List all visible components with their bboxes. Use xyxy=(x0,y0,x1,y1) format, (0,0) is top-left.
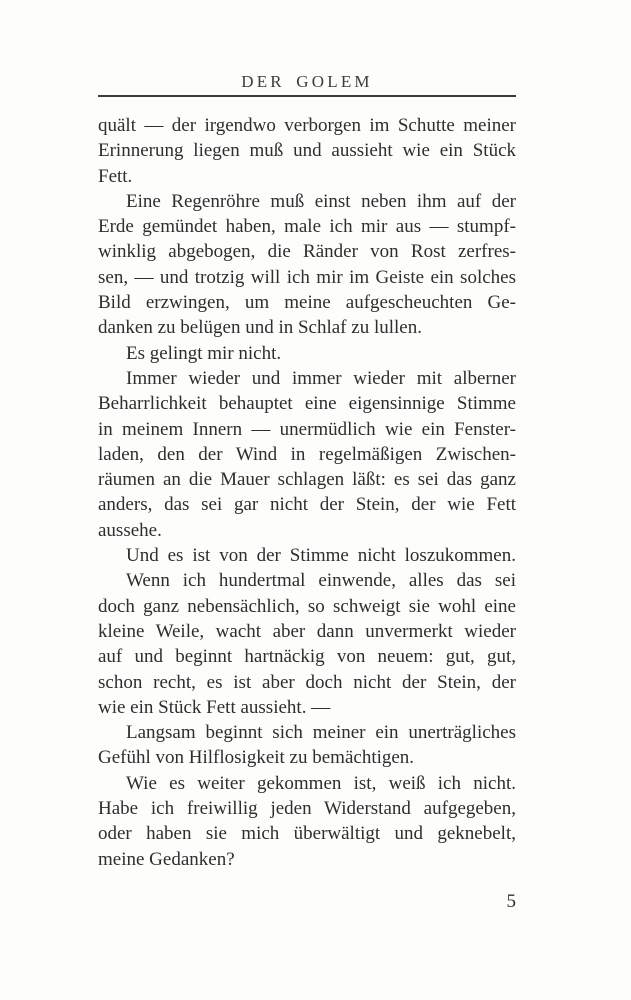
text-line: auf und beginnt hartnäckig von neuem: gut, gut, xyxy=(98,646,516,668)
text-line: Wie es weiter gekommen ist, weiß ich nicht. xyxy=(126,772,516,794)
text-line: aussehe. xyxy=(98,519,162,541)
text-line: schon recht, es ist aber doch nicht der Stein, der xyxy=(98,671,516,693)
text-line: Langsam beginnt sich meiner ein unerträgliches xyxy=(126,722,516,744)
text-line: räumen an die Mauer schlagen läßt: es sei das ganz xyxy=(98,469,516,491)
text-line: Habe ich freiwillig jeden Widerstand aufgegeben, xyxy=(98,798,516,820)
text-line: Immer wieder und immer wieder mit alberner xyxy=(126,367,516,389)
text-line: Erinnerung liegen muß und aussieht wie ein Stück xyxy=(98,140,516,162)
text-line: sen, — und trotzig will ich mir im Geiste ein solches xyxy=(98,266,516,288)
page-number: 5 xyxy=(506,891,516,912)
text-line: Eine Regenröhre muß einst neben ihm auf der xyxy=(126,190,516,212)
text-line: Wenn ich hundertmal einwende, alles das sei xyxy=(126,570,516,592)
text-line: doch ganz nebensächlich, so schweigt sie wohl eine xyxy=(98,595,516,617)
text-line: in meinem Innern — unermüdlich wie ein Fenster- xyxy=(98,418,516,440)
text-line: laden, den der Wind in regelmäßigen Zwischen- xyxy=(98,443,516,465)
text-line: Und es ist von der Stimme nicht loszukommen. xyxy=(126,545,516,567)
text-line: Beharrlichkeit behauptet eine eigensinnige Stimme xyxy=(98,393,516,415)
text-line: Erde gemündet haben, male ich mir aus — stumpf- xyxy=(98,216,516,238)
text-line: meine Gedanken? xyxy=(98,848,235,870)
running-header: DER GOLEM xyxy=(241,72,373,91)
text-line: Es gelingt mir nicht. xyxy=(126,342,282,364)
text-line: quält — der irgendwo verborgen im Schutte meiner xyxy=(98,115,516,136)
text-line: Fett. xyxy=(98,165,133,187)
text-line: wie ein Stück Fett aussieht. — xyxy=(98,696,331,718)
text-line: danken zu belügen und in Schlaf zu lullen. xyxy=(98,317,422,339)
text-line: winklig abgebogen, die Ränder von Rost zerfres- xyxy=(98,241,516,263)
text-line: kleine Weile, wacht aber dann unvermerkt wieder xyxy=(98,620,516,642)
text-line: anders, das sei gar nicht der Stein, der wie Fett xyxy=(98,494,516,516)
text-line: oder haben sie mich überwältigt und geknebelt, xyxy=(98,823,516,845)
body-text xyxy=(98,113,516,872)
header-rule xyxy=(98,95,516,97)
text-line: Bild erzwingen, um meine aufgescheuchten Ge- xyxy=(98,292,516,314)
text-line: Gefühl von Hilflosigkeit zu bemächtigen. xyxy=(98,747,415,769)
